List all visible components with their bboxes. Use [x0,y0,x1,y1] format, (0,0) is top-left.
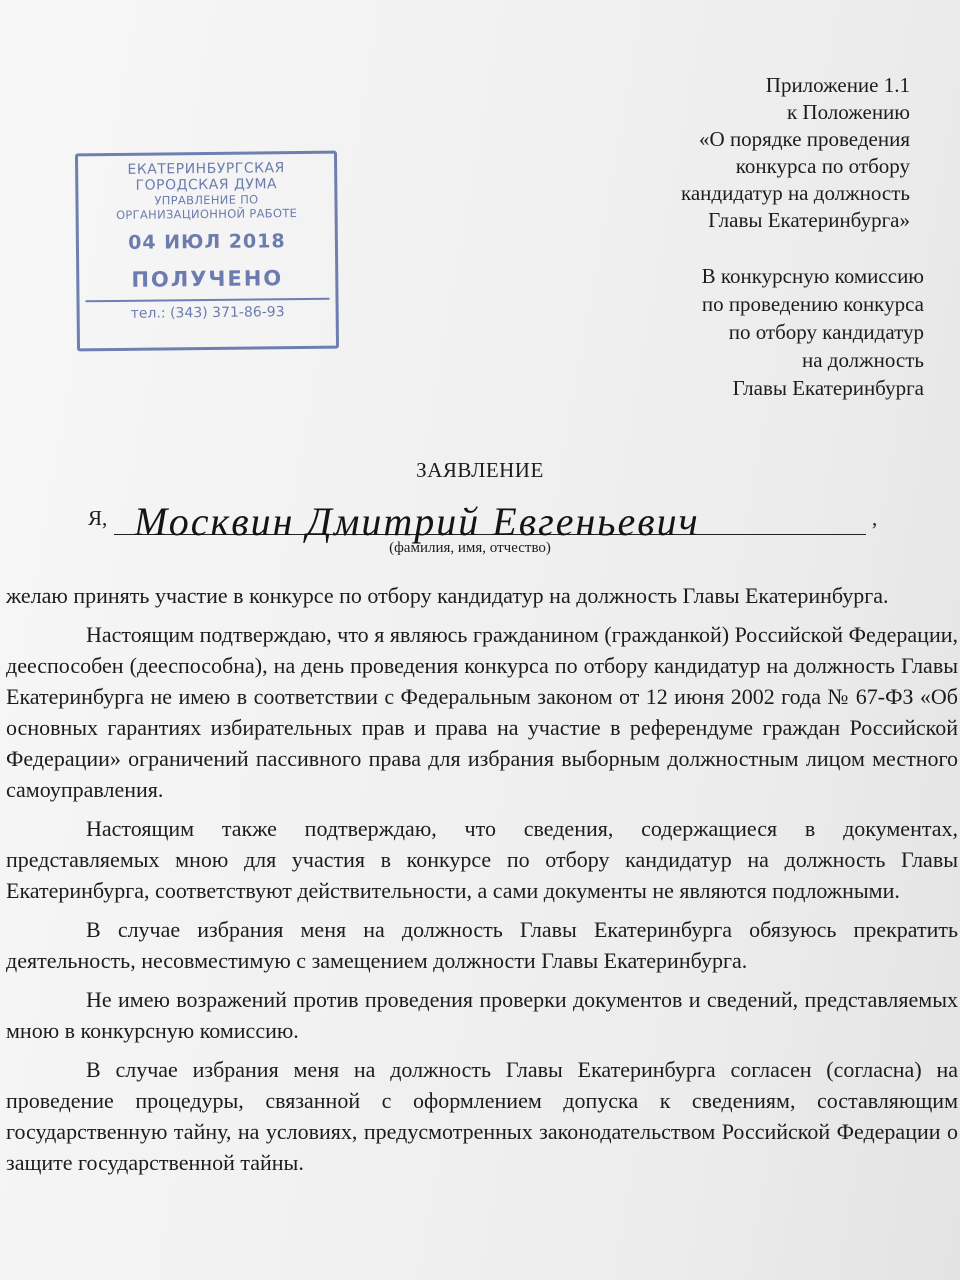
stamp-date: 04 ИЮЛ 2018 [128,230,286,254]
addressee-block [702,262,924,402]
stamp-status: ПОЛУЧЕНО [131,266,284,292]
addressee-line: на должность [801,348,924,372]
annex-line: кандидатур на должность [680,181,910,205]
paragraph: желаю принять участие в конкурсе по отбору кандидатур на должность Главы Екатеринбурга. [6,583,889,608]
addressee-line: Главы Екатеринбурга [732,376,924,400]
annex-reference [681,72,910,234]
received-stamp [75,151,339,352]
stamp-phone: тел.: (343) 371-86-93 [130,304,285,322]
paragraph: В случае избрания меня на должность Главы Екатеринбурга согласен (согласна) на проведение процедуры, связанной с оформлением допуска к сведениям, составляющим государственную тайну, на условиях, предусмотренных законодательством Российской Федерации о защите государственной тайны. [6,1057,958,1175]
paragraph: Настоящим также подтверждаю, что сведения, содержащиеся в документах, представляемых мною для участия в конкурсе по отбору кандидатур на должность Главы Екатеринбурга, соответствуют действительности, а сами документы не являются подложными. [6,816,958,903]
annex-line: Приложение 1.1 [765,73,910,97]
stamp-dept-line: УПРАВЛЕНИЕ ПО [154,192,259,208]
addressee-line: по проведению конкурса [701,292,924,316]
applicant-name-line [88,498,888,542]
stamp-divider [86,298,330,303]
annex-line: конкурса по отбору [735,154,910,178]
annex-line: к Положению [786,100,910,124]
applicant-prefix: Я, [88,506,108,530]
document-title: ЗАЯВЛЕНИЕ [416,458,544,482]
stamp-org-line: ЕКАТЕРИНБУРГСКАЯ [127,160,285,178]
addressee-line: по отбору кандидатур [728,320,924,344]
stamp-org-line: ГОРОДСКАЯ ДУМА [135,176,278,194]
paragraph: В случае избрания меня на должность Главы Екатеринбурга обязуюсь прекратить деятельность, несовместимую с замещением должности Главы Екатеринбурга. [6,917,958,973]
name-caption: (фамилия, имя, отчество) [389,540,551,556]
addressee-line: В конкурсную комиссию [701,264,924,288]
handwritten-name: Москвин Дмитрий Евгеньевич [134,499,700,544]
annex-line: «О порядке проведения [699,127,910,151]
stamp-dept-line: ОРГАНИЗАЦИОННОЙ РАБОТЕ [115,206,298,222]
applicant-suffix: , [872,506,878,530]
statement-body [6,580,958,1186]
paragraph: Настоящим подтверждаю, что я являюсь гражданином (гражданкой) Российской Федерации, дееспособен (дееспособна), на день проведения конкурса по отбору кандидатур на должность Главы Екатеринбурга не имею в соответствии с Федеральным законом от 12 июня 2002 года № 67-ФЗ «Об основных гарантиях избирательных прав и права на участие в референдуме граждан Российской Федерации» ограничений пассивного права для избрания выборным должностным лицом местного самоуправления. [6,622,958,802]
paragraph: Не имею возражений против проведения проверки документов и сведений, представляемых мною в конкурсную комиссию. [6,987,958,1043]
annex-line: Главы Екатеринбурга» [708,208,910,232]
